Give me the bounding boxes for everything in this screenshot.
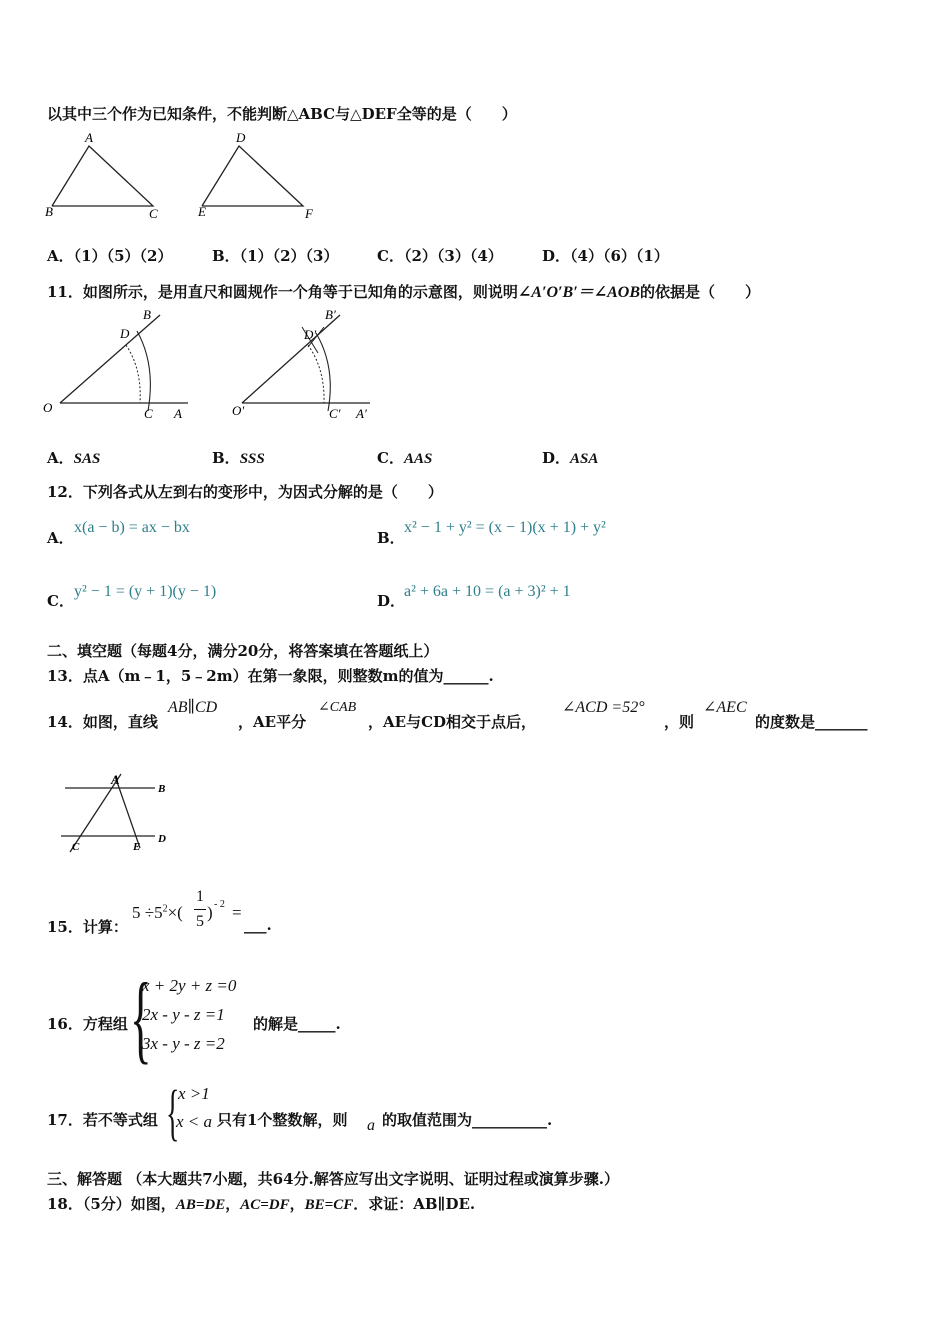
q12-option-a-letter[interactable]: A． [47, 529, 74, 547]
q10-option-b[interactable]: B．（1）（2）（3） [212, 247, 339, 265]
q14-parallel-lines-figure [55, 768, 185, 858]
q10-option-a[interactable]: A．（1）（5）（2） [47, 247, 173, 265]
q12-option-b-letter[interactable]: B． [377, 529, 405, 547]
q12-option-d-letter[interactable]: D． [377, 592, 406, 610]
q14-p4: ，则 [664, 713, 695, 731]
label-B: B [158, 783, 166, 795]
q10-triangles-figure [40, 128, 340, 228]
q16-eq-2: 2x - y - z =1 [142, 1005, 225, 1024]
label-C-prime: C′ [329, 406, 341, 421]
q10-stem: 以其中三个作为已知条件，不能判断△ABC与△DEF全等的是（ ） [47, 105, 517, 123]
q16-prefix: 16．方程组 [47, 1015, 128, 1033]
q14-m2: ∠CAB [318, 700, 357, 715]
label-A: A [174, 406, 182, 421]
label-B-prime: B′ [325, 307, 336, 322]
section-2-title: 二、填空题（每题4分，满分20分，将答案填在答题纸上） [47, 642, 439, 660]
q14-m3: ∠ACD =52° [562, 699, 645, 716]
q14-m1: AB∥CD [168, 699, 218, 716]
label-D: D [236, 130, 246, 145]
label-B: B [143, 307, 151, 322]
label-D-prime: D′ [304, 327, 317, 342]
q17-var: a [367, 1117, 375, 1134]
label-A: A [111, 772, 120, 787]
q12-option-b-formula: x² − 1 + y² = (x − 1)(x + 1) + y² [404, 519, 606, 536]
q16-eq-3: 3x - y - z =2 [142, 1034, 225, 1053]
q17-ineq-1: x >1 [178, 1084, 210, 1103]
q11-stem [47, 279, 760, 302]
label-A: A [85, 130, 93, 145]
q18-text: 18．（5分）如图，AB=DE，AC=DF，BE=CF．求证：AB∥DE. [47, 1195, 476, 1213]
q15-prefix: 15．计算： [47, 918, 128, 936]
q12-option-c-formula: y² − 1 = (y + 1)(y − 1) [74, 583, 217, 600]
q15-close: ) [207, 903, 213, 922]
q16-suffix: 的解是_____. [253, 1015, 341, 1033]
label-E: E [133, 841, 141, 853]
q15-blank[interactable]: ___. [244, 916, 272, 934]
label-D: D [120, 326, 130, 341]
q14-p2: ，AE平分 [238, 713, 307, 731]
q15-frac-den: 5 [196, 913, 204, 930]
q17-suffix: 的取值范围为__________. [382, 1111, 553, 1129]
q16-eq-1: x + 2y + z =0 [142, 976, 237, 995]
triangle-abc [52, 146, 153, 206]
q11-compass-figure [40, 305, 390, 430]
q15-frac-bar [194, 909, 206, 910]
q17-mid: 只有1个整数解，则 [217, 1111, 348, 1129]
q12-stem: 12．下列各式从左到右的变形中，为因式分解的是（ ） [47, 483, 443, 501]
label-C: C [72, 841, 80, 853]
label-B: B [45, 204, 53, 219]
q17-brace: { [166, 1079, 180, 1147]
q12-option-d-formula: a² + 6a + 10 = (a + 3)² + 1 [404, 583, 571, 600]
label-C: C [144, 406, 153, 421]
triangle-def [202, 146, 303, 206]
q11-option-b[interactable]: B．SSS [212, 449, 265, 467]
q14-p3: ，AE与CD相交于点后， [368, 713, 537, 731]
label-O: O [43, 400, 53, 415]
label-O-prime: O′ [232, 403, 245, 418]
q11-option-c[interactable]: C．AAS [377, 449, 433, 467]
q15-exp-neg2: - 2 [214, 899, 225, 910]
section-3-title: 三、解答题 （本大题共7小题，共64分.解答应写出文字说明、证明过程或演算步骤.） [47, 1170, 619, 1188]
q12-option-a-formula: x(a − b) = ax − bx [74, 519, 190, 536]
q16-brace: { [130, 962, 152, 1073]
q17-prefix: 17．若不等式组 [47, 1111, 158, 1129]
q15-frac-num: 1 [196, 888, 204, 905]
label-C: C [149, 206, 158, 221]
q14-m4: ∠AEC [703, 699, 747, 716]
q10-option-d[interactable]: D．（4）（6）（1） [542, 247, 669, 265]
q15-formula: $5 \div 5^2\times$( [132, 903, 183, 922]
q11-option-d[interactable]: D．ASA [542, 449, 599, 467]
q14-p1: 14．如图，直线 [47, 713, 158, 731]
label-F: F [305, 206, 313, 221]
q11-option-a[interactable]: A．SAS [47, 449, 101, 467]
q12-option-c-letter[interactable]: C． [47, 592, 74, 610]
q14-p5: 的度数是_______ [755, 713, 868, 731]
q15-equals: = [232, 903, 242, 922]
q17-ineq-2: x < a [176, 1112, 213, 1131]
label-A-prime: A′ [356, 406, 367, 421]
q11-stem-math: ∠A′O′B′＝∠AOB [517, 284, 641, 301]
q10-option-c[interactable]: C．（2）（3）（4） [377, 247, 503, 265]
label-E: E [198, 204, 206, 219]
q11-stem-post: 的依据是（ ） [640, 283, 761, 301]
label-D: D [158, 833, 166, 845]
q13-text: 13．点A（m﹣1，5﹣2m）在第一象限，则整数m的值为______. [47, 667, 494, 685]
q11-stem-pre: 11．如图所示，是用直尺和圆规作一个角等于已知角的示意图，则说明 [47, 283, 518, 301]
